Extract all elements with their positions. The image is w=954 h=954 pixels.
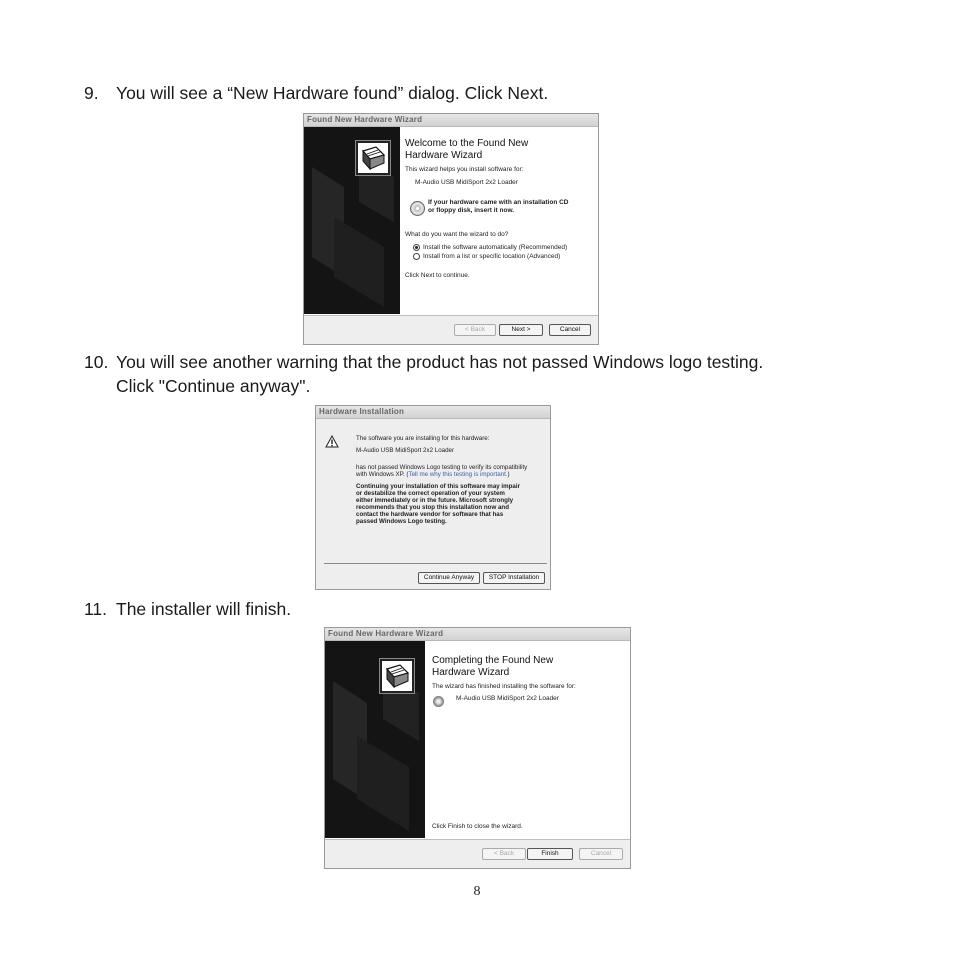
cd-note — [405, 199, 593, 221]
warning-bold-2: or destabilize the correct operation of your system — [356, 490, 505, 497]
option-advanced-label: Install from a list or specific location (Advanced) — [423, 253, 561, 261]
page-number: 8 — [473, 884, 481, 899]
step-text-line2: Click "Continue anyway". — [116, 376, 311, 396]
hardware-wizard-icon — [356, 141, 390, 175]
warning-bold-5: contact the hardware vendor for software that has — [356, 511, 504, 518]
step-number: 11. — [84, 599, 108, 619]
warning-bold-1: Continuing your installation of this software may impair — [356, 483, 520, 490]
finish-button[interactable]: Finish — [527, 848, 573, 860]
back-button[interactable]: < Back — [482, 848, 526, 860]
warning-line2b — [356, 471, 548, 478]
cancel-button[interactable]: Cancel — [579, 848, 623, 860]
window-title: Found New Hardware Wizard — [304, 114, 598, 127]
wizard-footer — [325, 839, 630, 868]
wizard-heading-line2: Hardware Wizard — [432, 667, 510, 678]
warning-icon — [325, 435, 339, 453]
continue-instruction: Click Next to continue. — [405, 272, 470, 280]
radio-automatic[interactable] — [413, 244, 420, 251]
next-button[interactable]: Next > — [499, 324, 543, 336]
step-10 — [84, 350, 904, 398]
wizard-heading-line1: Welcome to the Found New — [405, 138, 529, 149]
radio-advanced[interactable] — [413, 253, 420, 260]
continue-anyway-button[interactable]: Continue Anyway — [418, 572, 480, 584]
speaker-icon — [433, 696, 444, 707]
wizard-content — [432, 655, 626, 711]
wizard-intro: The wizard has finished installing the software for: — [432, 683, 576, 690]
cd-icon — [410, 201, 425, 216]
wizard-intro: This wizard helps you install software for: — [405, 166, 524, 173]
step-number: 10. — [84, 352, 109, 372]
found-new-hardware-wizard-complete — [324, 627, 631, 869]
step-number: 9. — [84, 83, 99, 103]
hardware-installation-warning — [315, 405, 551, 590]
back-button[interactable]: < Back — [454, 324, 496, 336]
option-advanced[interactable] — [413, 253, 593, 261]
step-text: You will see a “New Hardware found” dialog. Click Next. — [116, 83, 549, 103]
wizard-question: What do you want the wizard to do? — [405, 231, 509, 238]
option-automatic-label: Install the software automatically (Recommended) — [423, 244, 568, 252]
cd-note-line1: If your hardware came with an installation CD — [428, 199, 569, 206]
wizard-heading-line1: Completing the Found New — [432, 655, 554, 666]
cd-note-line2: or floppy disk, insert it now. — [428, 207, 515, 214]
device-name: M-Audio USB MidiSport 2x2 Loader — [415, 179, 518, 186]
warning-line1: The software you are installing for this hardware: — [356, 435, 490, 442]
warning-content — [356, 435, 548, 525]
wizard-sidebar — [325, 641, 425, 838]
warning-device: M-Audio USB MidiSport 2x2 Loader — [356, 447, 455, 454]
warning-line2a: has not passed Windows Logo testing to verify its compatibility — [356, 464, 528, 471]
finish-instruction: Click Finish to close the wizard. — [432, 823, 523, 830]
step-text: The installer will finish. — [116, 599, 292, 619]
step-9 — [84, 81, 884, 105]
step-11 — [84, 597, 884, 621]
wizard-footer — [304, 315, 598, 344]
wizard-content — [405, 138, 593, 280]
warning-bold-4: recommends that you stop this installation now and — [356, 504, 509, 511]
cancel-button[interactable]: Cancel — [549, 324, 591, 336]
step-text-line1: You will see another warning that the product has not passed Windows logo testing. — [116, 352, 764, 372]
why-testing-link[interactable]: Tell me why this testing is important. — [408, 471, 508, 478]
warning-divider — [324, 563, 547, 564]
wizard-sidebar — [304, 127, 400, 314]
warning-line2b-prefix: with Windows XP. ( — [356, 471, 409, 478]
device-name: M-Audio USB MidiSport 2x2 Loader — [456, 695, 559, 702]
option-automatic[interactable] — [413, 244, 593, 252]
stop-installation-button[interactable]: STOP Installation — [483, 572, 545, 584]
window-title: Found New Hardware Wizard — [325, 628, 630, 641]
found-new-hardware-wizard-welcome — [303, 113, 599, 345]
wizard-heading-line2: Hardware Wizard — [405, 150, 483, 161]
hardware-wizard-icon — [380, 659, 414, 693]
warning-bold-6: passed Windows Logo testing. — [356, 518, 447, 525]
installed-device — [432, 695, 626, 711]
window-title: Hardware Installation — [316, 406, 550, 419]
warning-line2b-suffix: ) — [507, 471, 510, 478]
warning-bold-3: either immediately or in the future. Microsoft strongly — [356, 497, 514, 504]
